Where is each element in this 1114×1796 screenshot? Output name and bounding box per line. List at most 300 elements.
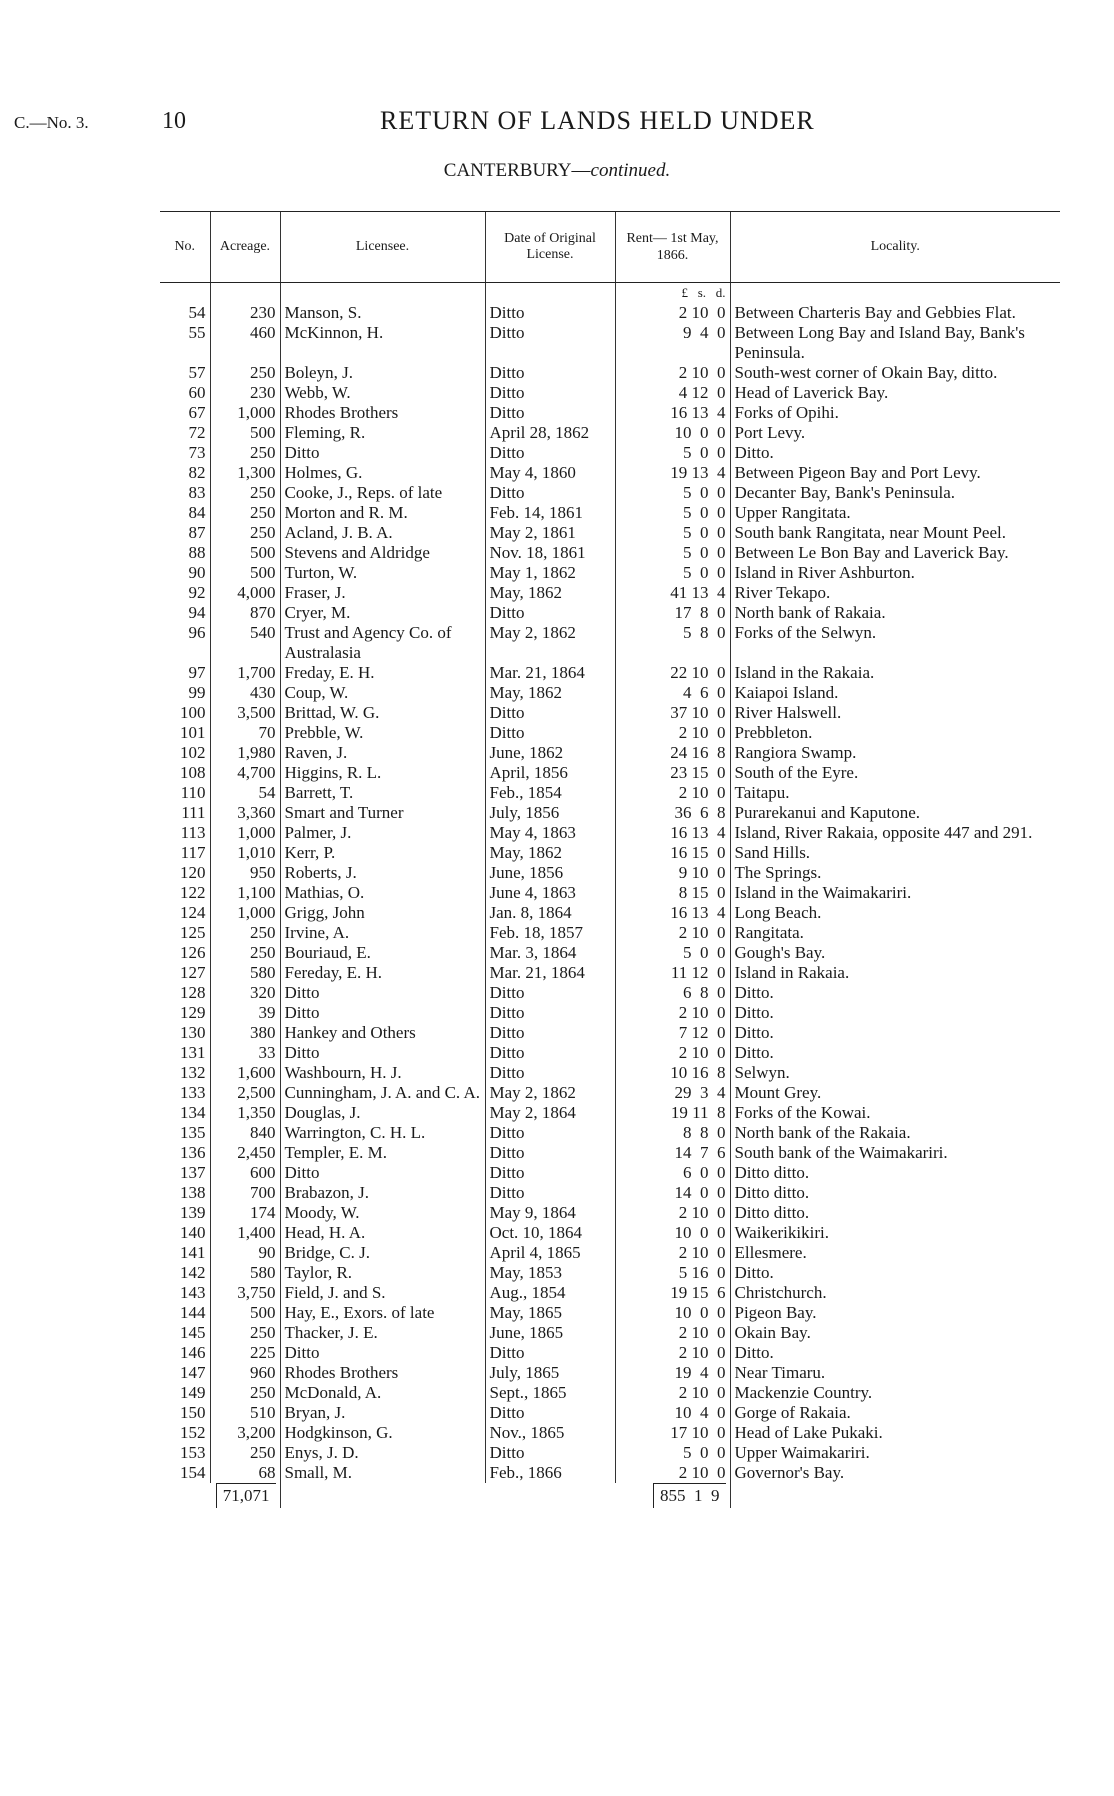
- row-acreage: 1,980: [210, 743, 280, 763]
- row-no: 111: [181, 803, 206, 822]
- row-date: Mar. 21, 1864: [485, 663, 615, 683]
- row-date: Ditto: [485, 363, 615, 383]
- row-licensee: Acland, J. B. A.: [280, 523, 485, 543]
- row-locality: Ditto ditto.: [730, 1163, 1060, 1183]
- row-locality: Forks of Opihi.: [730, 403, 1060, 423]
- row-locality: Christchurch.: [730, 1283, 1060, 1303]
- row-acreage: 500: [210, 423, 280, 443]
- row-acreage: 2,450: [210, 1143, 280, 1163]
- row-acreage: 250: [210, 943, 280, 963]
- table-row: [160, 943, 1060, 963]
- table-row: [160, 683, 1060, 703]
- row-rent: 16 15 0: [615, 843, 730, 863]
- table-row: [160, 743, 1060, 763]
- row-licensee: Brittad, W. G.: [280, 703, 485, 723]
- row-rent: 2 10 0: [615, 1323, 730, 1343]
- row-locality: Island in Rakaia.: [730, 963, 1060, 983]
- row-date: Feb. 18, 1857: [485, 923, 615, 943]
- row-locality: Ditto ditto.: [730, 1183, 1060, 1203]
- row-locality: Upper Waimakariri.: [730, 1443, 1060, 1463]
- table-row: [160, 703, 1060, 723]
- row-locality: Pigeon Bay.: [730, 1303, 1060, 1323]
- row-locality: Gorge of Rakaia.: [730, 1403, 1060, 1423]
- row-licensee: Fraser, J.: [280, 583, 485, 603]
- row-licensee: Fereday, E. H.: [280, 963, 485, 983]
- table-row: [160, 1223, 1060, 1243]
- row-acreage: 1,000: [210, 403, 280, 423]
- row-licensee: Ditto: [280, 1043, 485, 1063]
- row-date: Ditto: [485, 303, 615, 323]
- table-row: [160, 843, 1060, 863]
- row-locality: Forks of the Kowai.: [730, 1103, 1060, 1123]
- row-acreage: 500: [210, 1303, 280, 1323]
- row-acreage: 500: [210, 543, 280, 563]
- units-row: [160, 283, 1060, 304]
- row-rent: 2 10 0: [615, 1463, 730, 1483]
- row-no: 125: [180, 923, 206, 942]
- row-acreage: 600: [210, 1163, 280, 1183]
- row-acreage: 174: [210, 1203, 280, 1223]
- table-row: [160, 1383, 1060, 1403]
- row-acreage: 500: [210, 563, 280, 583]
- table-row: [160, 783, 1060, 803]
- row-no: 97: [188, 663, 206, 682]
- lands-ledger-table: [160, 211, 1060, 1508]
- row-date: May, 1865: [485, 1303, 615, 1323]
- row-locality: Rangiora Swamp.: [730, 743, 1060, 763]
- row-licensee: Rhodes Brothers: [280, 403, 485, 423]
- table-row: [160, 1063, 1060, 1083]
- row-date: May 9, 1864: [485, 1203, 615, 1223]
- row-acreage: 250: [210, 1323, 280, 1343]
- row-rent: 2 10 0: [615, 923, 730, 943]
- row-locality: Near Timaru.: [730, 1363, 1060, 1383]
- row-no: 154: [180, 1463, 206, 1482]
- row-acreage: 3,200: [210, 1423, 280, 1443]
- row-licensee: McKinnon, H.: [280, 323, 485, 363]
- row-date: May 4, 1860: [485, 463, 615, 483]
- row-locality: Ditto.: [730, 1023, 1060, 1043]
- row-no: 102: [180, 743, 206, 762]
- table-row: [160, 383, 1060, 403]
- row-locality: Okain Bay.: [730, 1323, 1060, 1343]
- row-date: Oct. 10, 1864: [485, 1223, 615, 1243]
- table-row: [160, 1083, 1060, 1103]
- row-rent: 41 13 4: [615, 583, 730, 603]
- row-locality: Island in the Waimakariri.: [730, 883, 1060, 903]
- row-date: Ditto: [485, 1163, 615, 1183]
- row-acreage: 960: [210, 1363, 280, 1383]
- row-acreage: 250: [210, 503, 280, 523]
- row-date: Mar. 21, 1864: [485, 963, 615, 983]
- row-date: Mar. 3, 1864: [485, 943, 615, 963]
- row-no: 129: [180, 1003, 206, 1022]
- row-licensee: Brabazon, J.: [280, 1183, 485, 1203]
- subtitle-main: CANTERBURY—: [443, 160, 591, 181]
- row-rent: 2 10 0: [615, 363, 730, 383]
- row-rent: 17 10 0: [615, 1423, 730, 1443]
- row-rent: 2 10 0: [615, 1003, 730, 1023]
- row-acreage: 1,400: [210, 1223, 280, 1243]
- row-locality: Between Charteris Bay and Gebbies Flat.: [730, 303, 1060, 323]
- row-no: 54: [188, 303, 206, 322]
- total-rent: 855 1 9: [653, 1483, 726, 1508]
- row-licensee: Kerr, P.: [280, 843, 485, 863]
- table-row: [160, 1343, 1060, 1363]
- row-licensee: Ditto: [280, 1343, 485, 1363]
- row-no: 152: [180, 1423, 206, 1442]
- table-row: [160, 1403, 1060, 1423]
- row-rent: 8 15 0: [615, 883, 730, 903]
- row-licensee: McDonald, A.: [280, 1383, 485, 1403]
- row-acreage: 1,100: [210, 883, 280, 903]
- row-locality: Selwyn.: [730, 1063, 1060, 1083]
- row-no: 120: [180, 863, 206, 882]
- row-no: 87: [188, 523, 206, 542]
- row-licensee: Thacker, J. E.: [280, 1323, 485, 1343]
- table-row: [160, 763, 1060, 783]
- row-rent: 5 0 0: [615, 443, 730, 463]
- row-date: Ditto: [485, 983, 615, 1003]
- row-locality: Forks of the Selwyn.: [730, 623, 1060, 663]
- row-locality: Ditto.: [730, 983, 1060, 1003]
- row-licensee: Manson, S.: [280, 303, 485, 323]
- table-row: [160, 903, 1060, 923]
- row-acreage: 700: [210, 1183, 280, 1203]
- row-date: Ditto: [485, 603, 615, 623]
- row-rent: 2 10 0: [615, 303, 730, 323]
- row-no: 149: [180, 1383, 206, 1402]
- row-acreage: 230: [210, 383, 280, 403]
- table-row: [160, 403, 1060, 423]
- table-row: [160, 483, 1060, 503]
- ledger-body: [160, 283, 1060, 1484]
- row-locality: Waikerikikiri.: [730, 1223, 1060, 1243]
- row-locality: Gough's Bay.: [730, 943, 1060, 963]
- row-date: Ditto: [485, 1063, 615, 1083]
- row-no: 90: [188, 563, 206, 582]
- subtitle-continued: continued.: [590, 160, 671, 181]
- row-no: 135: [180, 1123, 206, 1142]
- row-date: April 28, 1862: [485, 423, 615, 443]
- row-licensee: Trust and Agency Co. of Australasia: [280, 623, 485, 663]
- table-row: [160, 1043, 1060, 1063]
- row-licensee: Small, M.: [280, 1463, 485, 1483]
- row-locality: South of the Eyre.: [730, 763, 1060, 783]
- row-rent: 5 0 0: [615, 543, 730, 563]
- table-row: [160, 1003, 1060, 1023]
- row-rent: 19 11 8: [615, 1103, 730, 1123]
- row-date: June 4, 1863: [485, 883, 615, 903]
- row-locality: Kaiapoi Island.: [730, 683, 1060, 703]
- row-acreage: 3,750: [210, 1283, 280, 1303]
- header-acreage: Acreage.: [210, 212, 280, 283]
- row-locality: Between Pigeon Bay and Port Levy.: [730, 463, 1060, 483]
- row-licensee: Cryer, M.: [280, 603, 485, 623]
- row-locality: Island in the Rakaia.: [730, 663, 1060, 683]
- row-acreage: 950: [210, 863, 280, 883]
- row-locality: Between Le Bon Bay and Laverick Bay.: [730, 543, 1060, 563]
- table-row: [160, 803, 1060, 823]
- row-licensee: Webb, W.: [280, 383, 485, 403]
- row-rent: 5 0 0: [615, 503, 730, 523]
- row-date: May, 1853: [485, 1263, 615, 1283]
- row-no: 73: [188, 443, 206, 462]
- row-date: Feb. 14, 1861: [485, 503, 615, 523]
- row-no: 82: [188, 463, 206, 482]
- row-no: 113: [180, 823, 206, 842]
- row-locality: North bank of the Rakaia.: [730, 1123, 1060, 1143]
- row-locality: South-west corner of Okain Bay, ditto.: [730, 363, 1060, 383]
- row-no: 146: [180, 1343, 206, 1362]
- row-date: Ditto: [485, 1443, 615, 1463]
- row-date: June, 1856: [485, 863, 615, 883]
- table-row: [160, 1183, 1060, 1203]
- table-row: [160, 1203, 1060, 1223]
- row-rent: 2 10 0: [615, 723, 730, 743]
- row-acreage: 250: [210, 523, 280, 543]
- row-locality: River Tekapo.: [730, 583, 1060, 603]
- table-row: [160, 1303, 1060, 1323]
- row-date: Ditto: [485, 723, 615, 743]
- row-date: Ditto: [485, 1143, 615, 1163]
- row-acreage: 580: [210, 1263, 280, 1283]
- row-rent: 6 8 0: [615, 983, 730, 1003]
- row-rent: 5 0 0: [615, 483, 730, 503]
- row-locality: Upper Rangitata.: [730, 503, 1060, 523]
- row-no: 57: [188, 363, 206, 382]
- row-acreage: 4,000: [210, 583, 280, 603]
- row-date: Ditto: [485, 1183, 615, 1203]
- row-no: 122: [180, 883, 206, 902]
- row-licensee: Hankey and Others: [280, 1023, 485, 1043]
- row-acreage: 1,010: [210, 843, 280, 863]
- row-acreage: 840: [210, 1123, 280, 1143]
- row-rent: 9 4 0: [615, 323, 730, 363]
- row-date: Nov. 18, 1861: [485, 543, 615, 563]
- row-rent: 6 0 0: [615, 1163, 730, 1183]
- row-licensee: Hay, E., Exors. of late: [280, 1303, 485, 1323]
- table-row: [160, 503, 1060, 523]
- row-acreage: 2,500: [210, 1083, 280, 1103]
- row-licensee: Bryan, J.: [280, 1403, 485, 1423]
- row-licensee: Freday, E. H.: [280, 663, 485, 683]
- row-rent: 4 6 0: [615, 683, 730, 703]
- row-locality: Between Long Bay and Island Bay, Bank's Peninsula.: [730, 323, 1060, 363]
- row-licensee: Field, J. and S.: [280, 1283, 485, 1303]
- table-row: [160, 823, 1060, 843]
- row-acreage: 230: [210, 303, 280, 323]
- row-acreage: 1,700: [210, 663, 280, 683]
- header-licensee: Licensee.: [280, 212, 485, 283]
- table-row: [160, 603, 1060, 623]
- row-date: Jan. 8, 1864: [485, 903, 615, 923]
- row-licensee: Raven, J.: [280, 743, 485, 763]
- row-licensee: Morton and R. M.: [280, 503, 485, 523]
- row-no: 140: [180, 1223, 206, 1242]
- row-rent: 16 13 4: [615, 903, 730, 923]
- row-licensee: Enys, J. D.: [280, 1443, 485, 1463]
- row-rent: 10 0 0: [615, 1223, 730, 1243]
- row-locality: North bank of Rakaia.: [730, 603, 1060, 623]
- header-date: Date of Original License.: [485, 212, 615, 283]
- row-date: Ditto: [485, 483, 615, 503]
- row-licensee: Taylor, R.: [280, 1263, 485, 1283]
- row-date: July, 1856: [485, 803, 615, 823]
- row-no: 147: [180, 1363, 206, 1382]
- row-rent: 5 8 0: [615, 623, 730, 663]
- row-no: 138: [180, 1183, 206, 1202]
- row-rent: 2 10 0: [615, 1243, 730, 1263]
- table-row: [160, 563, 1060, 583]
- table-row: [160, 1163, 1060, 1183]
- row-date: Ditto: [485, 1123, 615, 1143]
- table-row: [160, 663, 1060, 683]
- row-acreage: 225: [210, 1343, 280, 1363]
- row-rent: 4 12 0: [615, 383, 730, 403]
- table-row: [160, 1143, 1060, 1163]
- table-row: [160, 963, 1060, 983]
- row-rent: 37 10 0: [615, 703, 730, 723]
- row-rent: 19 15 6: [615, 1283, 730, 1303]
- row-date: Ditto: [485, 1403, 615, 1423]
- row-acreage: 430: [210, 683, 280, 703]
- row-date: May 2, 1864: [485, 1103, 615, 1123]
- row-acreage: 460: [210, 323, 280, 363]
- row-licensee: Bridge, C. J.: [280, 1243, 485, 1263]
- row-acreage: 39: [210, 1003, 280, 1023]
- row-rent: 8 8 0: [615, 1123, 730, 1143]
- row-licensee: Hodgkinson, G.: [280, 1423, 485, 1443]
- row-date: May, 1862: [485, 683, 615, 703]
- table-row: [160, 1023, 1060, 1043]
- table-row: [160, 523, 1060, 543]
- row-date: April, 1856: [485, 763, 615, 783]
- row-rent: 10 0 0: [615, 1303, 730, 1323]
- row-locality: Island in River Ashburton.: [730, 563, 1060, 583]
- row-no: 137: [180, 1163, 206, 1182]
- row-locality: Ditto.: [730, 1263, 1060, 1283]
- row-date: May 4, 1863: [485, 823, 615, 843]
- row-acreage: 1,300: [210, 463, 280, 483]
- table-row: [160, 363, 1060, 383]
- row-acreage: 54: [210, 783, 280, 803]
- row-acreage: 250: [210, 363, 280, 383]
- row-no: 55: [188, 323, 206, 342]
- row-locality: Head of Lake Pukaki.: [730, 1423, 1060, 1443]
- row-no: 130: [180, 1023, 206, 1042]
- table-row: [160, 1463, 1060, 1483]
- row-locality: Ditto.: [730, 1003, 1060, 1023]
- table-row: [160, 583, 1060, 603]
- row-acreage: 68: [210, 1463, 280, 1483]
- table-row: [160, 863, 1060, 883]
- row-no: 101: [180, 723, 206, 742]
- row-rent: 5 0 0: [615, 523, 730, 543]
- row-acreage: 3,500: [210, 703, 280, 723]
- row-date: April 4, 1865: [485, 1243, 615, 1263]
- row-acreage: 380: [210, 1023, 280, 1043]
- table-row: [160, 1423, 1060, 1443]
- row-rent: 7 12 0: [615, 1023, 730, 1043]
- row-licensee: Ditto: [280, 1163, 485, 1183]
- row-date: Ditto: [485, 403, 615, 423]
- row-no: 94: [188, 603, 206, 622]
- row-date: Ditto: [485, 1003, 615, 1023]
- row-acreage: 1,350: [210, 1103, 280, 1123]
- row-locality: Mount Grey.: [730, 1083, 1060, 1103]
- table-row: [160, 323, 1060, 363]
- row-acreage: 250: [210, 483, 280, 503]
- table-row: [160, 1283, 1060, 1303]
- row-licensee: Head, H. A.: [280, 1223, 485, 1243]
- row-no: 100: [180, 703, 206, 722]
- row-locality: Ditto.: [730, 1343, 1060, 1363]
- row-no: 144: [180, 1303, 206, 1322]
- table-row: [160, 723, 1060, 743]
- section-subtitle: [0, 160, 1114, 182]
- row-locality: River Halswell.: [730, 703, 1060, 723]
- row-no: 72: [188, 423, 206, 442]
- table-row: [160, 1243, 1060, 1263]
- row-acreage: 250: [210, 923, 280, 943]
- row-date: May 2, 1861: [485, 523, 615, 543]
- row-rent: 29 3 4: [615, 1083, 730, 1103]
- row-rent: 5 0 0: [615, 563, 730, 583]
- row-licensee: Smart and Turner: [280, 803, 485, 823]
- row-date: Ditto: [485, 443, 615, 463]
- row-no: 108: [180, 763, 206, 782]
- row-no: 145: [180, 1323, 206, 1342]
- row-acreage: 540: [210, 623, 280, 663]
- row-rent: 17 8 0: [615, 603, 730, 623]
- row-date: Nov., 1865: [485, 1423, 615, 1443]
- row-no: 67: [188, 403, 206, 422]
- row-acreage: 3,360: [210, 803, 280, 823]
- table-row: [160, 1123, 1060, 1143]
- row-locality: Mackenzie Country.: [730, 1383, 1060, 1403]
- row-date: May, 1862: [485, 583, 615, 603]
- row-acreage: 4,700: [210, 763, 280, 783]
- row-locality: Island, River Rakaia, opposite 447 and 291.: [730, 823, 1060, 843]
- row-no: 84: [188, 503, 206, 522]
- row-licensee: Fleming, R.: [280, 423, 485, 443]
- row-no: 128: [180, 983, 206, 1002]
- row-rent: 2 10 0: [615, 1343, 730, 1363]
- document-reference: C.—No. 3.: [14, 113, 89, 132]
- table-row: [160, 443, 1060, 463]
- row-rent: 14 7 6: [615, 1143, 730, 1163]
- row-rent: 5 0 0: [615, 943, 730, 963]
- row-acreage: 510: [210, 1403, 280, 1423]
- row-rent: 10 0 0: [615, 423, 730, 443]
- row-locality: Long Beach.: [730, 903, 1060, 923]
- row-locality: Sand Hills.: [730, 843, 1060, 863]
- row-rent: 19 13 4: [615, 463, 730, 483]
- row-locality: The Springs.: [730, 863, 1060, 883]
- row-licensee: Boleyn, J.: [280, 363, 485, 383]
- header-rent: Rent— 1st May, 1866.: [615, 212, 730, 283]
- row-rent: 5 16 0: [615, 1263, 730, 1283]
- rent-units: £ s. d.: [615, 283, 730, 304]
- row-date: June, 1865: [485, 1323, 615, 1343]
- row-date: June, 1862: [485, 743, 615, 763]
- row-acreage: 580: [210, 963, 280, 983]
- row-date: Feb., 1854: [485, 783, 615, 803]
- row-locality: Port Levy.: [730, 423, 1060, 443]
- row-rent: 10 16 8: [615, 1063, 730, 1083]
- row-locality: South bank Rangitata, near Mount Peel.: [730, 523, 1060, 543]
